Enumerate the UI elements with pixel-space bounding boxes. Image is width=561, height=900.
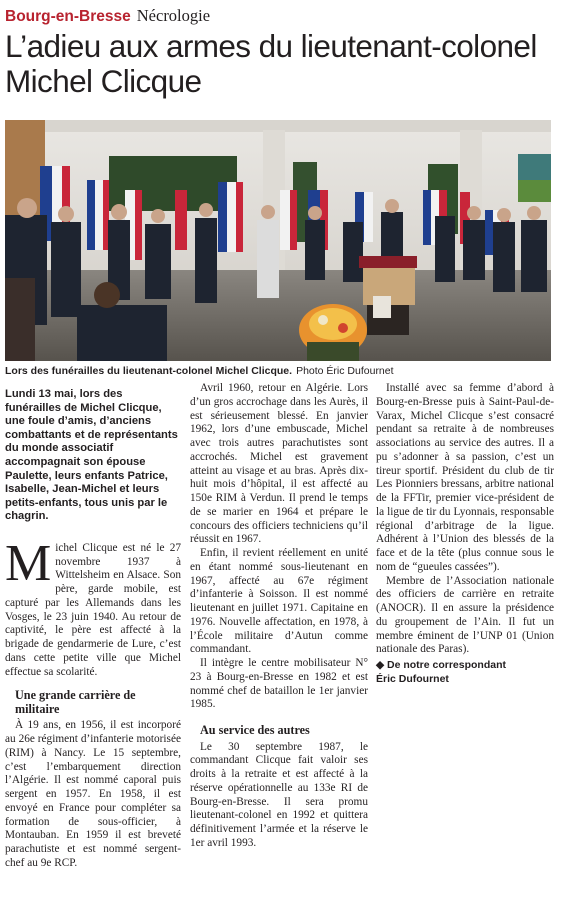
column-1: [5, 380, 181, 871]
kicker-rubric[interactable]: Nécrologie: [136, 6, 211, 25]
funeral-photo: [5, 120, 551, 361]
kicker: [5, 6, 210, 26]
byline-role: ◆ De notre correspondant: [376, 659, 507, 671]
lead-paragraph: Lundi 13 mai, lors des funérailles de Michel Clicque, une foule d’amis, d’anciens combattants et de représentants du monde associatif accompagnait son épouse Paulette, leurs enfants Patrice, Isabelle, Jean-Michel et leurs petits-enfants, tous unis par le chagrin.: [5, 388, 178, 523]
article-paragraph: Michel Clicque est né le 27 novembre 1937 à Wittelsheim en Alsace. Son père, garde mobile, est capturé par les Allemands dans les Vosges, le 23 juin 1940. Au retour de captivité, le père est affecté à la brigade de gendarmerie de Lure, c’est dans cette petite ville que Michel effectue sa scolarité.: [5, 534, 181, 678]
article-paragraph: Enfin, il revient réellement en unité en étant nommé sous-lieutenant en 1967, affecté au 67e régiment d’infanterie à Soisson. Il est nommé lieutenant en juillet 1971. Capitaine en 1976. Nouvelle affectation, en 1978, à l’École militaire d’Autun comme commandant.: [190, 547, 368, 656]
photo-credit: Photo Éric Dufournet: [296, 365, 394, 377]
article-paragraph: Installé avec sa femme d’abord à Bourg-en-Bresse puis à Saint-Paul-de-Varax, Michel Clicque s’est consacré pendant sa retraite à de nombreuses associations au service des autres. Il a pu s’adonner à sa passion, c’est un tireur sportif. Président du club de tir Les Pionniers bressans, arbitre national de la FFTir, premier vice-président de la ligue de tir du Lyonnais, responsable régional d’arbitrage de la ligue. Adhérent à l’Union des blessés de la face et de la tête (plus connue sous le nom de “gueules cassées”).: [376, 382, 554, 573]
byline-author: Éric Dufournet: [376, 672, 449, 685]
article-paragraph: Avril 1960, retour en Algérie. Lors d’un gros accrochage dans les Aurès, il est sérieusement blessé. En janvier 1962, lors d’une embuscade, Michel avec trois autres parachutistes sont accrochés. Michel est gravement atteint au visage et au bras. Après dix-huit mois d’hôpital, il est affecté au 150e RIM à Verdun. Il prend le temps de se marier en 1964 et prépare le concours des officiers techniciens qu’il réussit en 1967.: [190, 382, 368, 546]
drop-cap: M: [5, 534, 52, 592]
page-title: L’adieu aux armes du lieutenant-colonel Michel Clicque: [5, 28, 537, 99]
column-3: [376, 382, 554, 686]
photo-caption: [5, 364, 551, 378]
article-paragraph: Il intègre le centre mobilisateur N° 23 à Bourg-en-Bresse en 1982 et est nommé chef de bataillon le 1er janvier 1985.: [190, 657, 368, 711]
caption-text: Lors des funérailles du lieutenant-colonel Michel Clicque.: [5, 365, 293, 377]
kicker-location[interactable]: Bourg-en-Bresse: [5, 8, 131, 25]
column-2: [190, 382, 368, 851]
section-heading: Au service des autres: [200, 723, 310, 737]
byline: [376, 659, 554, 686]
section-heading: Une grande carrière de militaire: [15, 688, 136, 716]
article-paragraph: À 19 ans, en 1956, il est incorporé au 26e régiment d’infanterie motorisée (RIM) à Nancy. Le 15 septembre, c’est l’embarquement direction l’Algérie. Il est nommé caporal puis sergent en 1957. En 1958, il est envoyé en France pour compléter sa formation de sous-officier, à Montauban. En 1959 il est breveté parachutiste et est nommé sergent-chef au 9e RCP.: [5, 719, 181, 869]
article-paragraph: Membre de l’Association nationale des officiers de carrière en retraite (ANOCR). Il en assure la présidence du groupement de l’Ain. Il fut un membre éminent de l’UNP 01 (Union nationale des Paras).: [376, 574, 554, 656]
article-paragraph: Le 30 septembre 1987, le commandant Clicque fait valoir ses droits à la retraite et est affecté à la réserve opérationnelle au 133e RI de Bourg-en-Bresse. Il sera promu lieutenant-colonel en 1992 et quittera définitivement l’armée et la réserve le 1er avril 1993.: [190, 740, 368, 849]
